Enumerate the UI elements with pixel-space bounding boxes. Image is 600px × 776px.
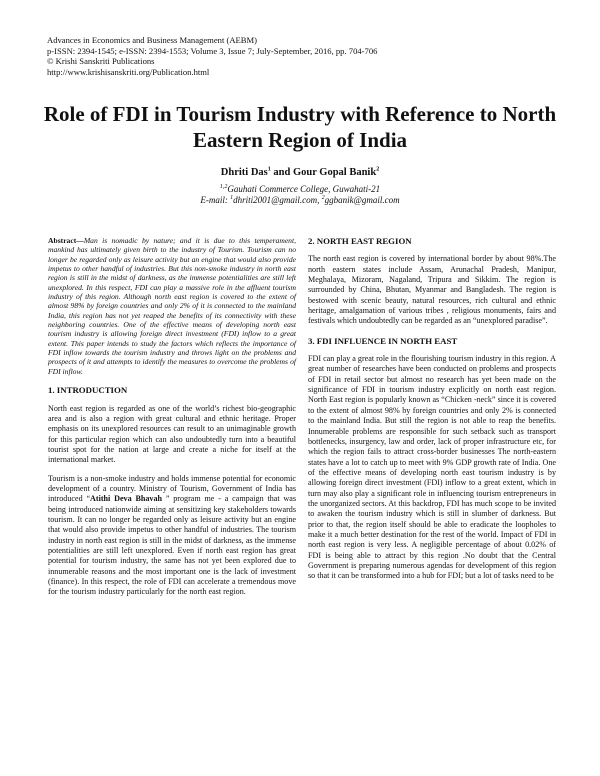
affiliation — [40, 184, 560, 205]
journal-header — [47, 35, 557, 77]
email-line — [40, 195, 560, 206]
institution: Gauhati Commerce College, Guwahati-21 — [227, 184, 381, 194]
authors — [40, 167, 560, 178]
abstract — [48, 236, 296, 376]
email-1-sup: 1 — [230, 194, 234, 201]
author-1: Dhriti Das — [220, 167, 268, 178]
abstract-text: Man is nomadic by nature; and it is due to this temperament, mankind has ultimately given birth to the industry of Tourism. Tourism can no longer be regarded only as leisure activity but an engine that would also provide impetus to other handful of industries. But this non-smoke industry in north east region is still in the midst of darkness, as the immense potentialities are still left unexplored. In this respect, FDI can play a massive role in the affluent tourism industry of this region. Although north east region is covered to the extent of almost 98% by foreign countries and only 2% of it is connected to the mainland India, this region has not yet reaped the benefits of its connectivity with these neighboring countries. One of the effective means of developing north east tourism industry is allowing foreign direct investment (FDI) inflow to a great extent. This paper intends to study the factors which reflects the importance of FDI inflow towards the tourism industry and throws light on the problems and prospects of it and attempts to identify the measures to overcome the problems of FDI inflow. — [48, 236, 296, 376]
journal-issn: p-ISSN: 2394-1545; e-ISSN: 2394-1553; Volume 3, Issue 7; July-September, 2016, pp. 704-706 — [47, 45, 378, 56]
institution-line — [40, 184, 560, 195]
section-1-paragraph-1: North east region is regarded as one of the world’s richest bio-geographic area and is also a region with great cultural and ethnic heritage. Proper emphasis on its unexplored resources can result to an unimaginable growth for this particular region which can also undoubtedly turn into a beautiful tourist spot for the nation at large and create a niche for itself at the international market. — [48, 403, 296, 465]
institution-sup: 1,2 — [219, 184, 228, 190]
author-2: Gour Gopal Banik — [292, 167, 377, 178]
author-1-sup: 1 — [267, 166, 271, 173]
paper-title: Role of FDI in Tourism Industry with Reference to North Eastern Region of India — [43, 102, 557, 152]
journal-publisher: © Krishi Sanskriti Publications — [47, 56, 155, 67]
email-1[interactable]: dhriti2001@gmail.com, — [233, 194, 322, 205]
section-3-paragraph-1: FDI can play a great role in the flourishing tourism industry in this region. A great number of researches have been conducted on problems and prospects of FDI in retail sector but almost no research has yet been made on the significance of FDI in tourism industry explicitly on north east region. North East region is popularly known as “Chicken -neck” since it is covered to the extent of almost 98% by foreign countries and only 2% is connected to the mainland India. But still the region is not able to reap the benefits. Innumerable problems are responsible for such setback such as transport bottlenecks, insurgency, law and order, lack of proper infrastructure etc, for which the region fails to attract cross-border businesses The north-eastern states have a lot to catch up to meet with 9% GDP growth rate of India. One of the effective means of developing north east tourism industry is by allowing foreign direct investment (FDI) inflow to a great extent, which in turn may also play a significant role in influencing tourism entrepreneurs in the unorganized sectors. At this backdrop, FDI has much scope to be invited to awaken the tourism industry which is still in slumber of darkness. But prior to that, the region itself should be able to eradicate the loopholes to make it a much better destination for the rest of the world. Impact of FDI in north east region is very less. A negligible percentage of about 0.02% of FDI is being able to attract by this region .No doubt that the Central Government is preparing numerous agendas for development of this region so that it can be transformed into a hub for FDI; but a lot of tasks need to be — [308, 354, 556, 581]
email-2-sup: 2 — [321, 194, 325, 201]
section-2-paragraph-1: The north east region is covered by international border by about 98%.The north eastern states include Assam, Arunachal Pradesh, Manipur, Meghalaya, Mizoram, Nagaland, Tripura and Sikkim. The region is surrounded by China, Bhutan, Myanmar and Bangladesh. The region is bestowed with scenic beauty, natural resources, rich cultural and ethnic heritage, amalgamation of various tribes , religious monuments, fairs and festivals which undoubtedly can be regarded as an “unexplored paradise”. — [308, 254, 556, 326]
section-2-heading: 2. NORTH EAST REGION — [308, 236, 412, 246]
journal-name: Advances in Economics and Business Management (AEBM) — [47, 35, 258, 45]
section-1-p2-end: ” program me - a campaign that was being introduced nationwide aiming at sensitizing key stakeholders towards tourism. It can no longer be regarded only as leisure activity but an engine that would also provide impetus to other handful of industries. The tourism industry in north east region is still in the midst of darkness, as the immense potentialities are still left unexplored. Even if north east region has great potential for tourism industry, the same has not yet been explored due to innumerable reasons and the most important one is the lack of investment (finance). In this respect, the role of FDI can accelerate a tremendous move for the tourism industry particularly for the north east region. — [48, 494, 297, 597]
right-column — [308, 236, 556, 582]
section-1-paragraph-2 — [48, 474, 296, 598]
email-label: E-mail: — [200, 194, 231, 205]
journal-url[interactable]: http://www.krishisanskriti.org/Publication.html — [47, 66, 210, 77]
section-1-heading: 1. INTRODUCTION — [48, 385, 128, 396]
abstract-dash: — — [76, 236, 84, 245]
author-separator: and — [270, 167, 293, 178]
abstract-label: Abstract — [48, 236, 77, 245]
section-3-heading: 3. FDI INFLUENCE IN NORTH EAST — [308, 335, 458, 346]
author-2-sup: 2 — [376, 166, 380, 173]
campaign-name: Atithi Deva Bhavah — [90, 494, 163, 504]
email-2[interactable]: ggbanik@gmail.com — [324, 194, 400, 205]
left-column — [48, 236, 296, 598]
section-1-p2-start: Tourism is a non-smoke industry and holds immense potential for economic development of a country. Ministry of Tourism, Government of India has introduced “ — [48, 473, 296, 504]
